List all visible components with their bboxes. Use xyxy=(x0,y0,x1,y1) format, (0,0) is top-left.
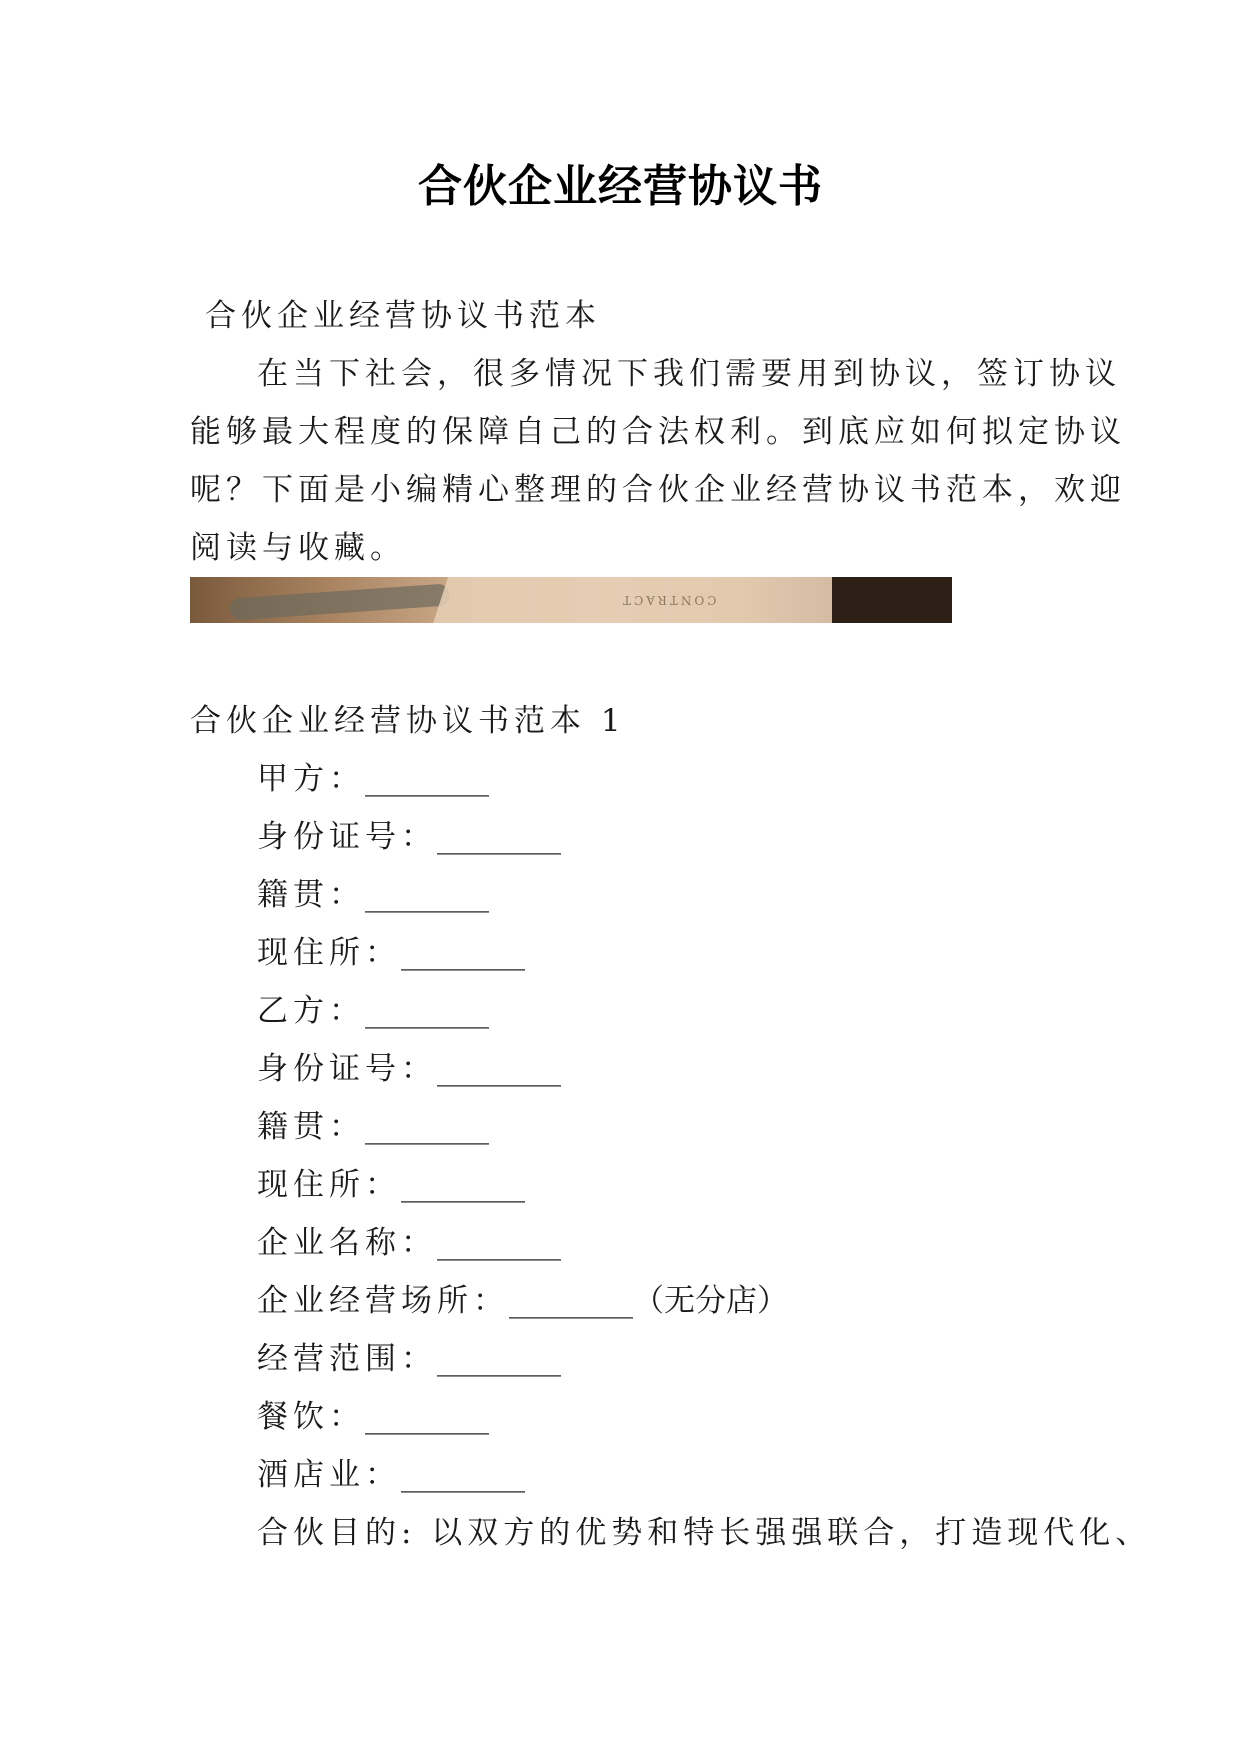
intro-line-1: 在当下社会，很多情况下我们需要用到协议，签订协议 xyxy=(257,356,1121,392)
field-party-a-address xyxy=(257,933,525,973)
field-blank: ________ xyxy=(437,1341,561,1377)
field-blank: ________ xyxy=(365,993,489,1029)
document-title: 合伙企业经营协议书 xyxy=(418,161,823,212)
intro-line-4: 阅读与收藏。 xyxy=(190,530,406,566)
field-company-name xyxy=(257,1223,561,1263)
intro-line-2: 能够最大程度的保障自己的合法权利。到底应如何拟定协议 xyxy=(190,414,1126,450)
field-blank: ________ xyxy=(437,1225,561,1261)
contract-photo xyxy=(190,577,952,623)
field-blank: ________（无分店） xyxy=(509,1283,788,1319)
field-blank: ________ xyxy=(437,1051,561,1087)
photo-shadow xyxy=(832,577,952,623)
field-label: 身份证号： xyxy=(257,819,437,855)
field-business-scope xyxy=(257,1339,561,1379)
field-party-b-id xyxy=(257,1049,561,1089)
field-blank: ________ xyxy=(401,1457,525,1493)
field-label: 甲方： xyxy=(257,761,365,797)
field-label: 企业经营场所： xyxy=(257,1283,509,1319)
field-party-a-id xyxy=(257,817,561,857)
field-catering xyxy=(257,1397,489,1437)
field-label: 现住所： xyxy=(257,935,401,971)
field-blank: ________ xyxy=(365,761,489,797)
partnership-purpose-line: 合伙目的: 以双方的优势和特长强强联合，打造现代化、 xyxy=(257,1515,1152,1551)
field-label: 现住所： xyxy=(257,1167,401,1203)
field-blank: ________ xyxy=(365,1109,489,1145)
intro-line-3: 呢？下面是小编精心整理的合伙企业经营协议书范本，欢迎 xyxy=(190,472,1126,508)
field-blank: ________ xyxy=(401,1167,525,1203)
field-label: 身份证号： xyxy=(257,1051,437,1087)
field-party-a-origin xyxy=(257,875,489,915)
field-blank: ________ xyxy=(437,819,561,855)
document-subtitle: 合伙企业经营协议书范本 xyxy=(205,298,601,334)
field-party-b xyxy=(257,991,489,1031)
field-blank: ________ xyxy=(365,1399,489,1435)
field-label: 企业名称： xyxy=(257,1225,437,1261)
field-label: 经营范围： xyxy=(257,1341,437,1377)
field-label: 籍贯： xyxy=(257,877,365,913)
field-blank: ________ xyxy=(401,935,525,971)
field-label: 籍贯： xyxy=(257,1109,365,1145)
section-heading: 合伙企业经营协议书范本 1 xyxy=(190,703,626,739)
field-label: 酒店业： xyxy=(257,1457,401,1493)
field-blank: ________ xyxy=(365,877,489,913)
field-label: 餐饮： xyxy=(257,1399,365,1435)
field-hotel xyxy=(257,1455,525,1495)
field-party-b-address xyxy=(257,1165,525,1205)
pen-shape xyxy=(230,583,451,620)
field-business-premises xyxy=(257,1281,788,1321)
photo-print-text: CONTRACT xyxy=(620,593,717,607)
field-party-b-origin xyxy=(257,1107,489,1147)
field-party-a xyxy=(257,759,489,799)
field-label: 乙方： xyxy=(257,993,365,1029)
